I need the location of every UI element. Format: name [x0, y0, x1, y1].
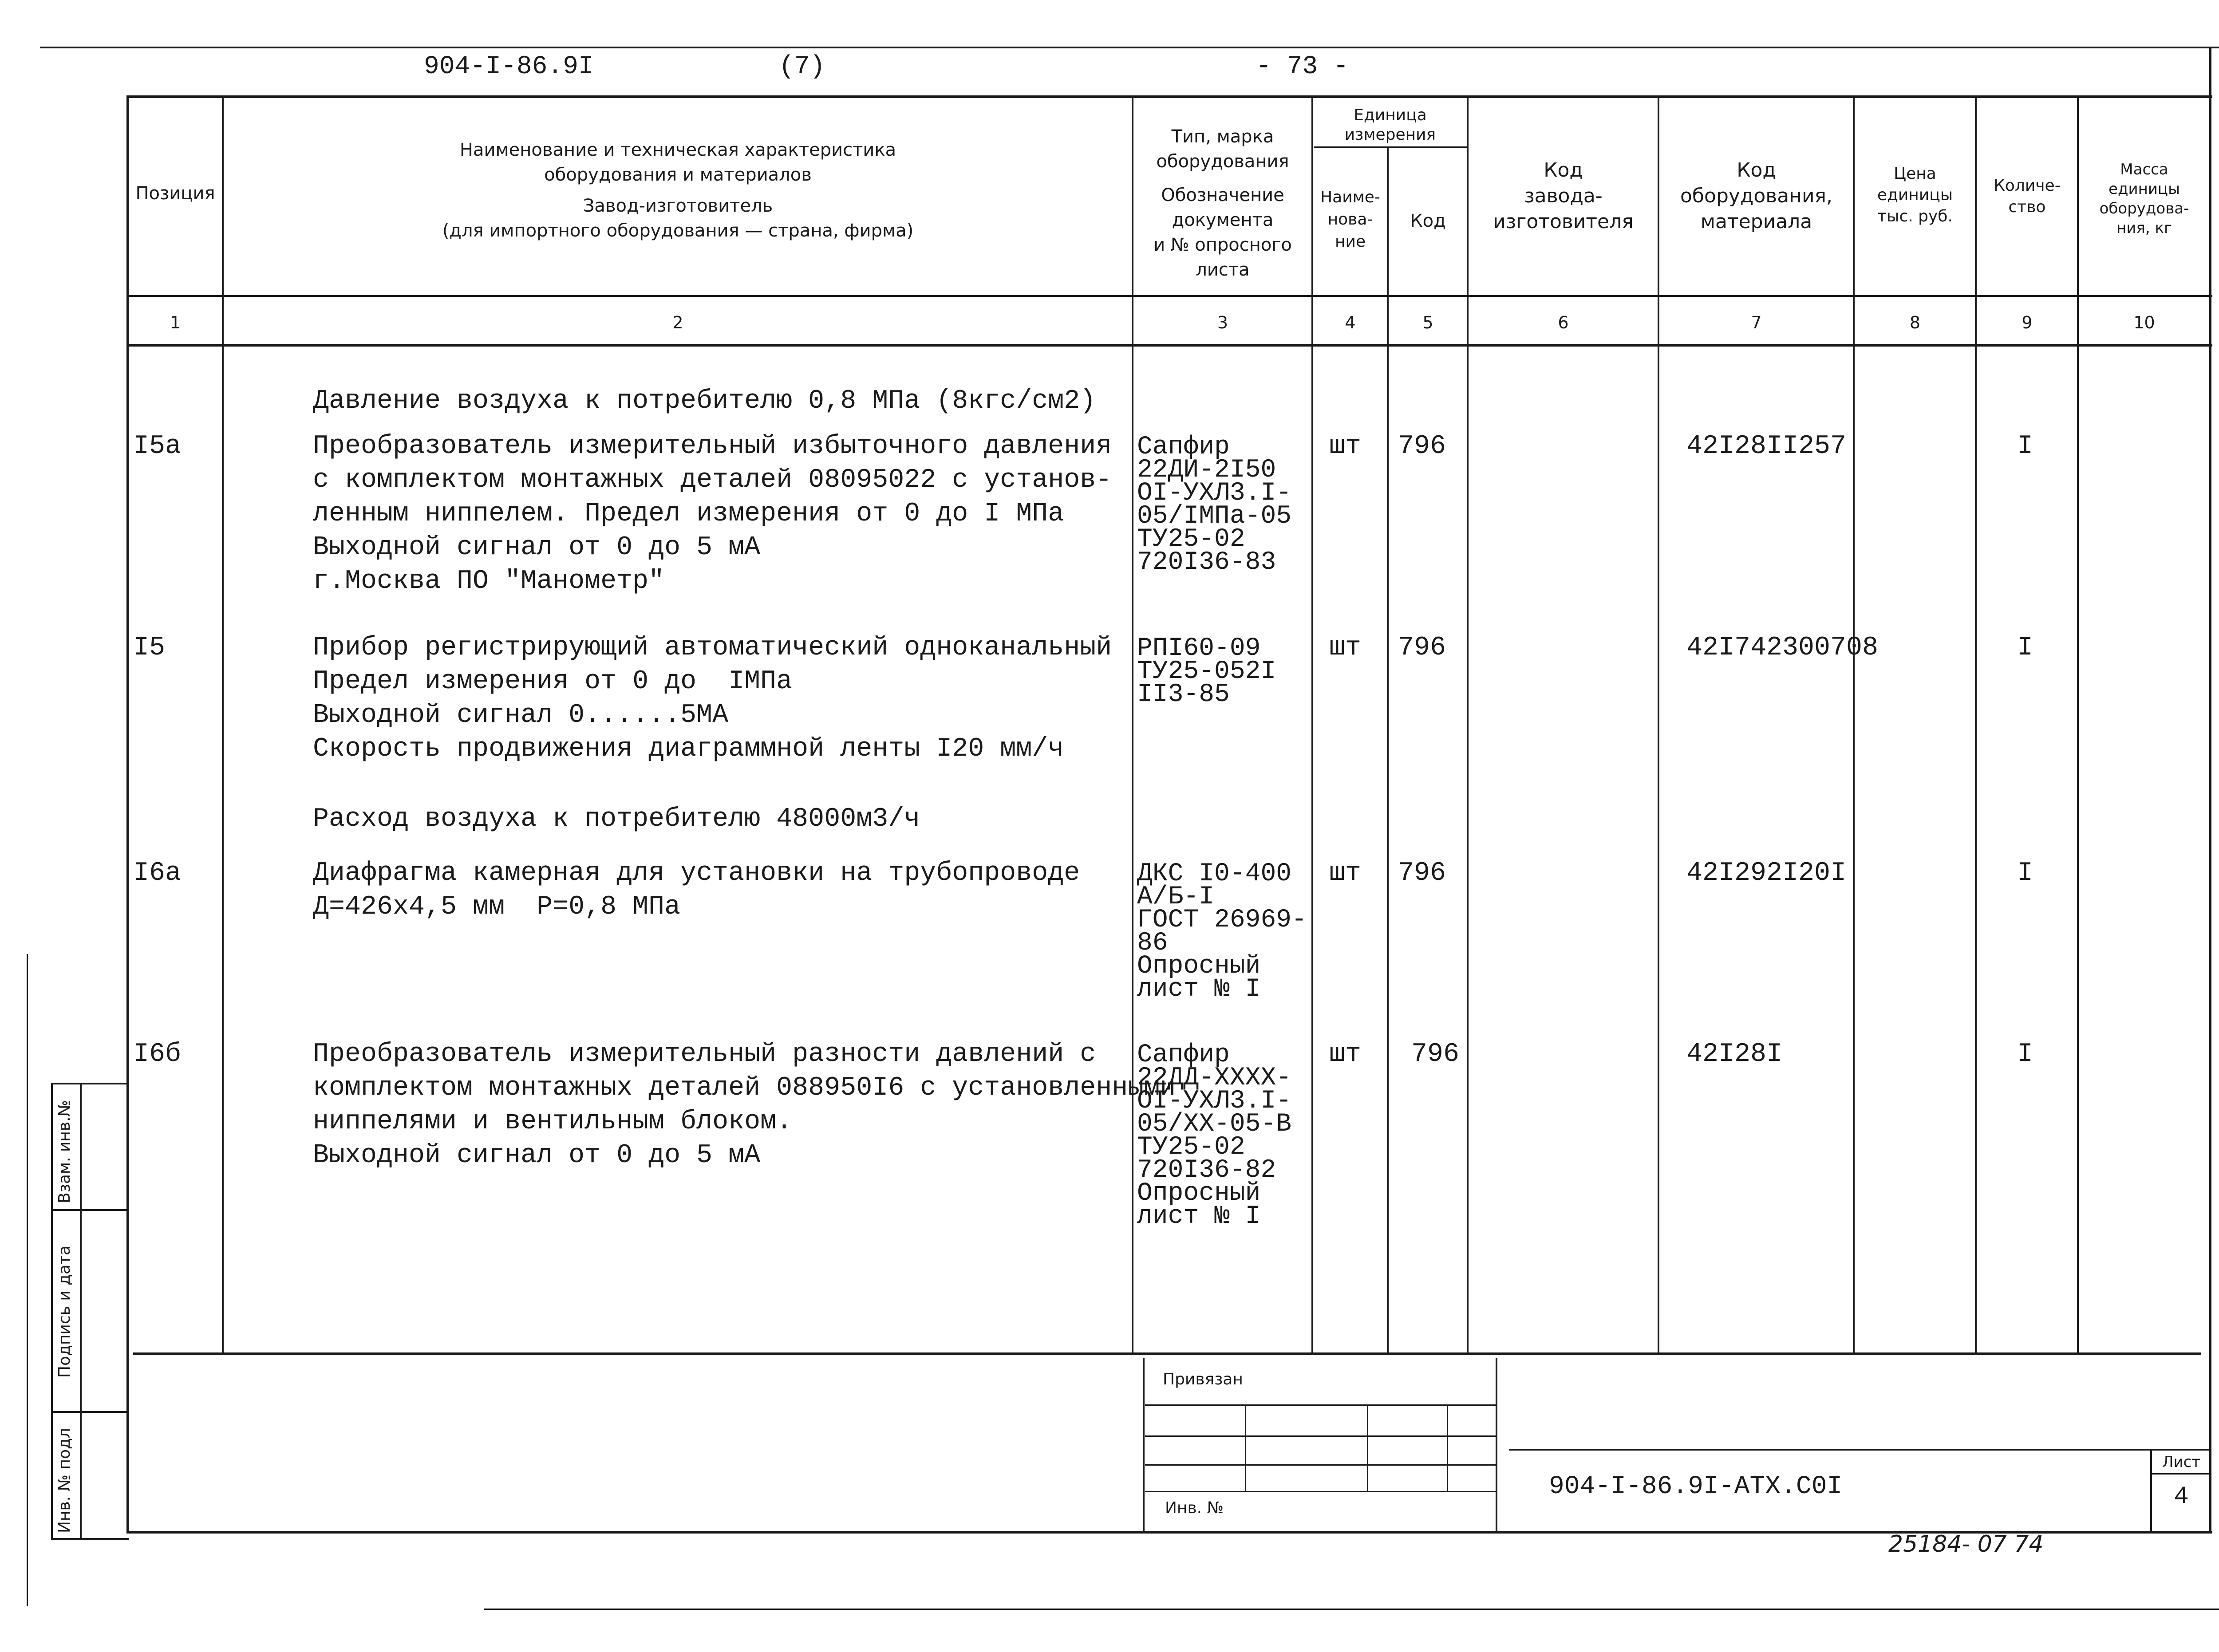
header-mass-line2: единицы: [2108, 180, 2180, 198]
header-unit-name-line2: нова-: [1327, 210, 1373, 229]
row-equipment-code: 42I28II257: [1686, 431, 1847, 461]
row-name: Преобразователь измерительный избыточного давления с комплектом монтажных деталей 08095022 с установ- ленным ниппелем. Предел измерения от 0 до I МПа Выходной сигнал от 0 до 5 мА г.Москва ПО "Манометр": [313, 431, 1112, 596]
header-mass-line1: Масса: [2120, 161, 2168, 178]
archive-number: 25184- 07 74: [1888, 1531, 2044, 1557]
document-code-top: 904-I-86.9I: [424, 52, 594, 81]
header-factory-code: [1469, 158, 1658, 235]
row-type: РПI60-09 ТУ25-052I II3-85: [1137, 634, 1276, 709]
row-type: Сапфир 22ДД-ХХХХ- ОI-УХЛ3.I- 05/ХХ-05-В ТУ25-02 720I36-82 Опросный лист № I: [1137, 1041, 1292, 1231]
header-unit-line1: Единица: [1354, 106, 1427, 124]
row-name: Диафрагма камерная для установки на трубопроводе Д=426x4,5 мм Р=0,8 МПа: [313, 858, 1080, 922]
header-position: Позиция: [135, 183, 215, 204]
row-unit-name: шт: [1329, 431, 1362, 461]
header-mass-line4: ния, кг: [2116, 219, 2172, 237]
row-unit-code: 796: [1398, 858, 1446, 888]
row-position: I5: [133, 633, 166, 663]
header-equipment-code-line3: материала: [1700, 210, 1812, 233]
inventory-label: Инв. №: [1165, 1499, 1224, 1517]
header-mass: [2079, 160, 2209, 238]
sheet-label: Лист: [2162, 1453, 2201, 1471]
header-equipment-code-line1: Код: [1737, 159, 1776, 181]
column-number: 8: [1909, 313, 1921, 332]
row-type: Сапфир 22ДИ-2I50 ОI-УХЛ3.I- 05/IМПа-05 ТУ25-02 720I36-83: [1137, 433, 1292, 577]
row-name: Прибор регистрирующий автоматический одноканальный Предел измерения от 0 до IМПа Выходной сигнал 0......5МА Скорость продвижения диаграммной ленты I20 мм/ч: [313, 633, 1112, 764]
header-name-line1: Наименование и техническая характеристика: [459, 140, 896, 160]
header-price-line1: Цена: [1894, 165, 1936, 183]
replace-inv-label: Взам. инв.№: [55, 1100, 74, 1203]
row-position: I5а: [133, 431, 182, 461]
header-price-line3: тыс. руб.: [1877, 207, 1953, 225]
section-heading: Расход воздуха к потребителю 48000м3/ч: [313, 804, 920, 834]
row-unit-name: шт: [1329, 633, 1362, 663]
row-quantity: I: [2017, 1039, 2033, 1069]
column-number: 7: [1751, 313, 1762, 332]
header-quantity-line2: ство: [2008, 198, 2046, 216]
header-unit-group: [1314, 106, 1467, 145]
row-equipment-code: 42I742300708: [1686, 633, 1879, 663]
header-unit-line2: измерения: [1344, 126, 1436, 144]
header-type-line5: и № опросного: [1153, 235, 1292, 255]
header-unit-name-line3: ние: [1335, 233, 1366, 251]
header-price: [1855, 163, 1975, 227]
row-position: I6б: [133, 1039, 182, 1069]
column-number: 3: [1217, 313, 1228, 332]
section-heading: Давление воздуха к потребителю 0,8 МПа (8кгс/см2): [313, 386, 1096, 416]
row-unit-code: 796: [1398, 633, 1446, 663]
header-type-line2: оборудования: [1156, 151, 1289, 172]
row-type: ДКС I0-400 А/Б-I ГОСТ 26969- 86 Опросный лист № I: [1137, 860, 1307, 1004]
document-part: (7): [779, 52, 825, 81]
header-equipment-code-line2: оборудования,: [1680, 185, 1832, 207]
column-number: 4: [1345, 313, 1356, 332]
header-quantity-line1: Количе-: [1994, 177, 2061, 195]
row-quantity: I: [2017, 633, 2033, 663]
header-import-line: (для импортного оборудования — страна, фирма): [442, 221, 914, 241]
header-factory-code-line1: Код: [1544, 159, 1583, 181]
header-name-col: [224, 138, 1132, 243]
row-unit-code: 796: [1398, 431, 1446, 461]
sheet-number: 4: [2174, 1482, 2189, 1510]
header-factory-code-line3: изготовителя: [1493, 210, 1634, 233]
row-name: Преобразователь измерительный разности давлений с комплектом монтажных деталей 088950I6 с установленными ниппелями и вентильным блоком. Выходной сигнал от 0 до 5 мА: [313, 1039, 1176, 1171]
header-unit-code: Код: [1410, 211, 1446, 231]
tied-label: Привязан: [1163, 1370, 1243, 1388]
column-number: 9: [2022, 313, 2033, 332]
column-number: 6: [1558, 313, 1569, 332]
row-equipment-code: 42I292I20I: [1686, 858, 1847, 888]
header-unit-name-line1: Наиме-: [1320, 188, 1380, 206]
header-price-line2: единицы: [1877, 186, 1953, 204]
header-mass-line3: оборудова-: [2099, 200, 2189, 217]
column-number: 2: [672, 313, 683, 332]
header-name-line2: оборудования и материалов: [544, 165, 812, 185]
header-equipment-code: [1660, 158, 1853, 235]
header-type-col: [1134, 124, 1311, 282]
header-unit-name: [1314, 186, 1387, 253]
header-type-line3: Обозначение: [1161, 185, 1284, 205]
header-manufacturer-line: Завод-изготовитель: [583, 196, 773, 216]
bottom-edge-line: [484, 1609, 2219, 1610]
row-quantity: I: [2017, 431, 2033, 461]
row-quantity: I: [2017, 858, 2033, 888]
row-equipment-code: 42I28I: [1686, 1039, 1783, 1069]
page-number: - 73 -: [1256, 52, 1349, 81]
header-factory-code-line2: завода-: [1524, 185, 1603, 207]
row-unit-code: 796: [1411, 1039, 1460, 1069]
document-designation: 904-I-86.9I-АТХ.С0I: [1549, 1472, 1843, 1501]
orig-inv-label: Инв. № подл: [55, 1428, 74, 1533]
header-type-line1: Тип, марка: [1171, 126, 1274, 147]
column-number: 5: [1422, 313, 1433, 332]
left-edge-line: [27, 954, 28, 1606]
header-type-line6: листа: [1196, 260, 1250, 280]
column-number: 1: [170, 313, 181, 332]
row-position: I6а: [133, 858, 182, 888]
row-unit-name: шт: [1329, 858, 1362, 888]
row-unit-name: шт: [1329, 1039, 1362, 1069]
header-type-line4: документа: [1172, 210, 1274, 230]
sign-date-label: Подпись и дата: [55, 1245, 74, 1378]
column-number: 10: [2133, 313, 2155, 332]
header-quantity: [1977, 175, 2077, 218]
